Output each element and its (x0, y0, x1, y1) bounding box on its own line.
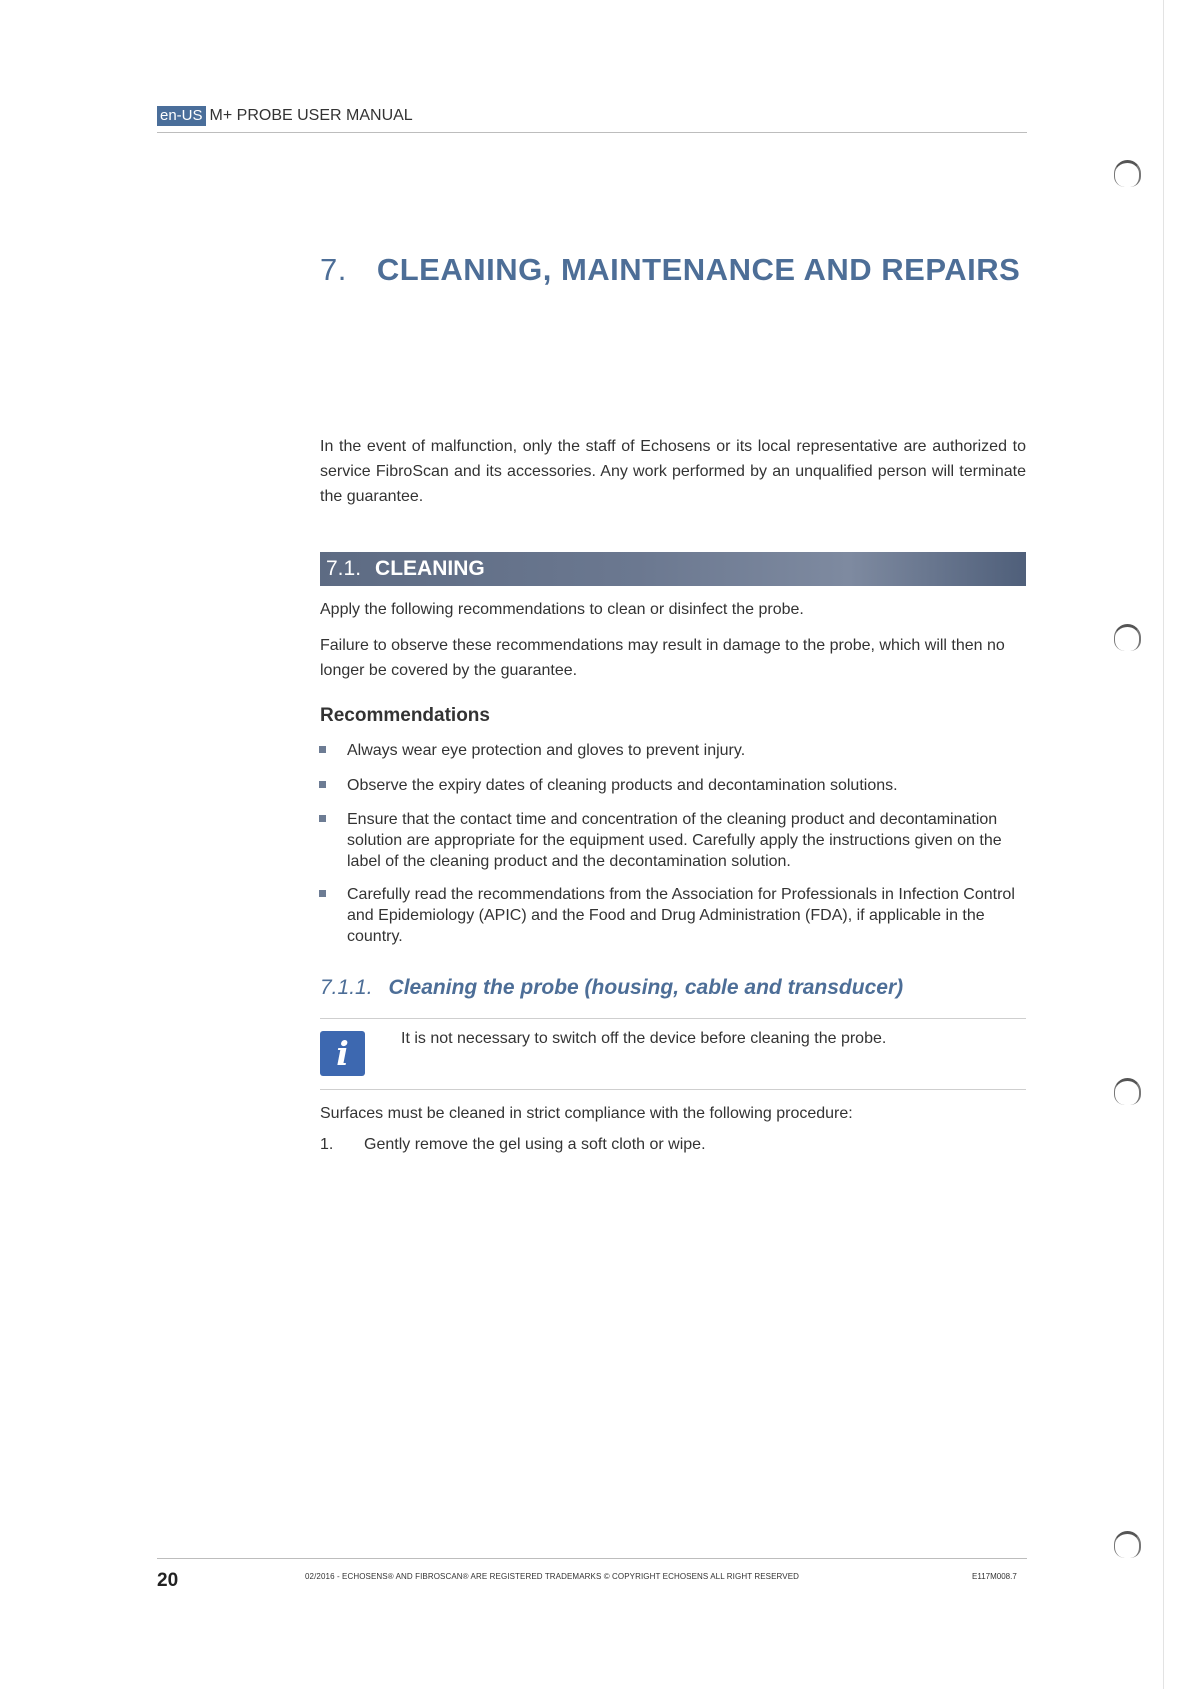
bullet-square-icon (319, 781, 326, 788)
binder-hole-mark (1114, 160, 1141, 187)
copyright-notice: 02/2016 - ECHOSENS® AND FIBROSCAN® ARE REGISTERED TRADEMARKS © COPYRIGHT ECHOSENS ALL RIGHT RESERVED (305, 1572, 800, 1581)
procedure-step (320, 1136, 706, 1154)
chapter-number: 7. (320, 252, 347, 287)
intro-paragraph: In the event of malfunction, only the staff of Echosens or its local representative are authorized to service FibroScan and its accessories. Any work performed by an unqualified person will terminate the guarantee. (320, 438, 1026, 505)
bullet-square-icon (319, 815, 326, 822)
language-badge: en-US (157, 106, 206, 126)
subsection-number: 7.1.1. (320, 976, 373, 999)
section-paragraph: Failure to observe these recommendations may result in damage to the probe, which will then no longer be covered by the guarantee. (320, 637, 1005, 679)
page-edge-line (1163, 0, 1164, 1689)
manual-title: M+ PROBE USER MANUAL (209, 107, 413, 124)
recommendation-item: Always wear eye protection and gloves to prevent injury. (319, 740, 1024, 761)
step-text: Gently remove the gel using a soft cloth or wipe. (364, 1136, 706, 1153)
recommendation-item: Observe the expiry dates of cleaning products and decontamination solutions. (319, 775, 1024, 796)
binder-hole-mark (1114, 1531, 1141, 1558)
document-code: E117M008.7 (972, 1572, 1017, 1581)
bullet-square-icon (319, 746, 326, 753)
info-note: It is not necessary to switch off the device before cleaning the probe. (401, 1030, 887, 1047)
binder-hole-mark (1114, 1078, 1141, 1105)
page-header (157, 106, 1027, 133)
info-box-bottom-rule (320, 1089, 1026, 1090)
subsection-heading (320, 976, 903, 1000)
section-number: 7.1. (326, 557, 362, 580)
info-icon: i (320, 1031, 365, 1076)
chapter-heading (320, 252, 1020, 288)
section-paragraph: Apply the following recommendations to clean or disinfect the probe. (320, 601, 804, 618)
page-number: 20 (157, 1570, 179, 1591)
recommendations-heading: Recommendations (320, 705, 490, 726)
chapter-title: CLEANING, MAINTENANCE AND REPAIRS (376, 252, 1021, 287)
recommendation-item: Ensure that the contact time and concentration of the cleaning product and decontamination solution are appropriate for the equipment used. Carefully apply the instructions given on the label of the cleaning product and the decontamination solution. (319, 809, 1024, 872)
info-box-top-rule (320, 1018, 1026, 1019)
step-number: 1. (320, 1136, 334, 1153)
binder-hole-mark (1114, 624, 1141, 651)
bullet-square-icon (319, 890, 326, 897)
procedure-intro: Surfaces must be cleaned in strict compliance with the following procedure: (320, 1105, 853, 1122)
section-title: CLEANING (375, 557, 485, 580)
footer-rule (157, 1558, 1027, 1559)
section-heading-bar (320, 552, 1026, 586)
subsection-title: Cleaning the probe (housing, cable and transducer) (388, 976, 904, 999)
recommendation-item: Carefully read the recommendations from the Association for Professionals in Infection Control and Epidemiology (APIC) and the Food and Drug Administration (FDA), if applicable in the country. (319, 884, 1024, 947)
